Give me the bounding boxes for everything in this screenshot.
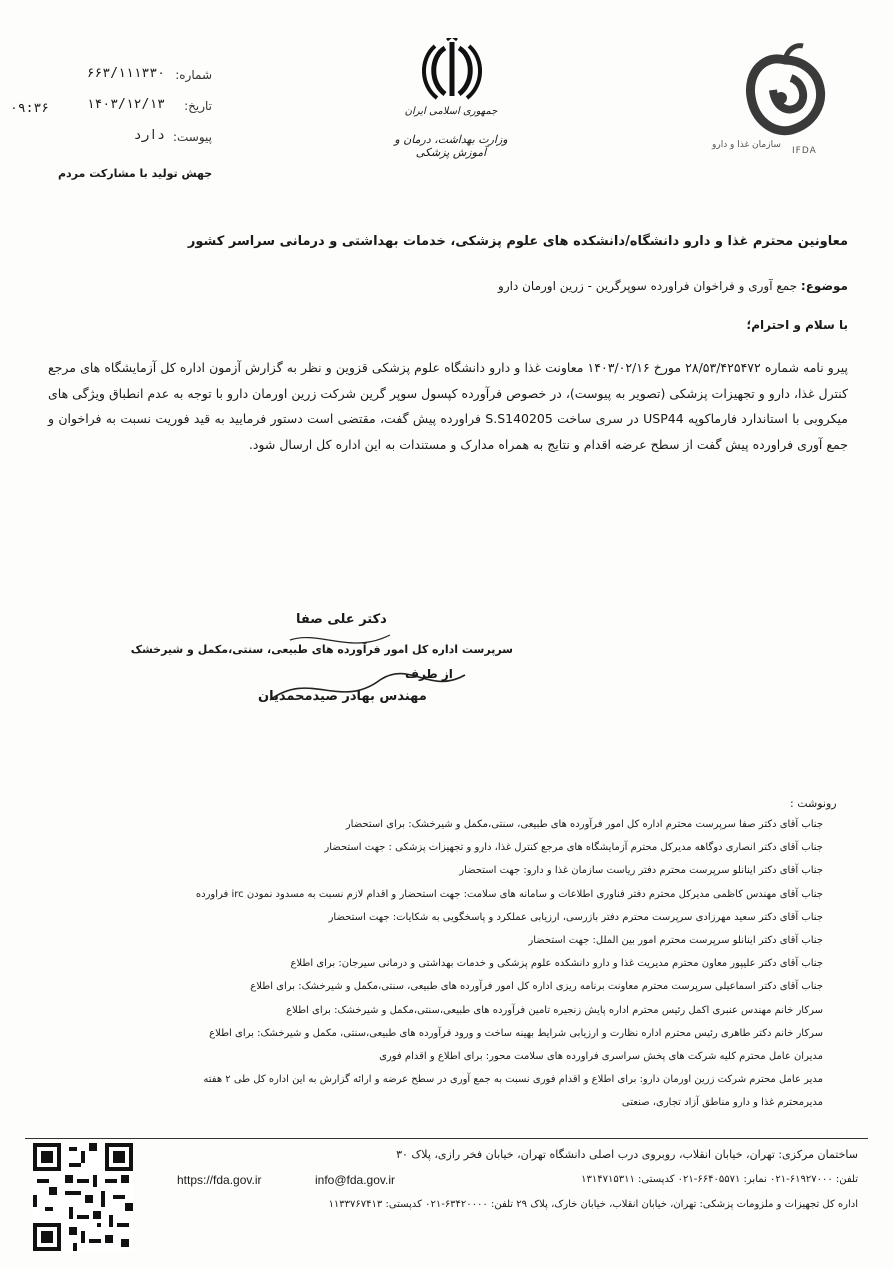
qr-code-icon	[33, 1143, 133, 1251]
subject-line	[498, 279, 848, 293]
recipient: معاونین محترم غذا و دارو دانشگاه/دانشکده های علوم پزشکی، خدمات بهداشتی و درمانی سراسر کشور	[187, 234, 848, 249]
footer-address: ساختمان مرکزی: تهران، خیابان انقلاب، روبروی درب اصلی دانشگاه تهران، خیابان فخر رازی، پلاک ۳۰	[396, 1148, 858, 1161]
signatory-name: دکتر علی صفا	[296, 612, 387, 627]
letter-date: ۱۴۰۳/۱۲/۱۳	[86, 97, 165, 112]
cc-item: مدیرمحترم غذا و دارو مناطق آزاد تجاری، صنعتی	[621, 1097, 823, 1109]
footer-phones: تلفن: ۶۱۹۲۷۰۰۰-۰۲۱ نمابر: ۶۶۴۰۵۵۷۱-۰۲۱ کدپستی: ۱۳۱۴۷۱۵۳۱۱	[581, 1174, 858, 1185]
letter-time: ۰۹:۳۶	[10, 101, 50, 116]
letter-number: ۶۶۳/۱۱۱۳۳۰	[86, 66, 165, 81]
cc-item: جناب آقای دکتر اینانلو سرپرست محترم امور بین الملل: جهت استحضار	[528, 934, 823, 946]
org-abbr: IFDA	[792, 146, 817, 156]
ministry-heading	[376, 106, 526, 159]
cc-item: جناب آقای دکتر سعید مهرزادی سرپرست محترم دفتر بازرسی، ارزیابی عملکرد و پاسخگویی به شکایات: جهت استحضار	[328, 911, 823, 923]
cc-item: سرکار خانم دکتر طاهری رئیس محترم اداره نظارت و ارزیابی شرایط بهینه ساخت و ورود فرآورده های طبیعی،سنتی، مکمل و شیرخشک: برای اطلاع	[209, 1027, 823, 1039]
footer-department: اداره کل تجهیزات و ملزومات پزشکی: تهران، خیابان انقلاب، خیابان خارک، پلاک ۲۹ تلفن: ۶۳۴۲۰۰۰۰-۰۲۱ کدپستی: ۱۱۳۳۷۶۷۴۱۳	[328, 1199, 858, 1210]
slogan: جهش تولید با مشارکت مردم	[58, 167, 213, 180]
body-paragraph: پیرو نامه شماره ۲۸/۵۳/۴۲۵۴۷۲ مورخ ۱۴۰۳/۰۲/۱۶ معاونت غذا و دارو دانشگاه علوم پزشکی قزوین و نظر به گزارش آزمون اداره کل آزمایشگاه های مرجع کنترل غذا، دارو و تجهیزات پزشکی (تصویر به پیوست)، در خصوص فرآورده کپسول سوپر گرین شرکت زرین اورمان دارو با توجه به عدم انطباق ویژگی های میکروبی با استاندارد فارماکوپه USP44 در سری ساخت S.S140205 فراورده پیش گفت، مقتضی است دستور فرمایید به قید فوریت نسبت به فراخوان و جمع آوری فراورده پیش گفت از سطح عرضه اقدام و نتایج به همراه مدارک و مستندات به این اداره کل ارسال شود.	[48, 360, 848, 452]
national-emblem-icon	[417, 38, 487, 104]
subject-label: موضوع:	[800, 279, 848, 293]
number-label: شماره:	[175, 68, 212, 82]
country-name: جمهوری اسلامی ایران	[404, 106, 498, 117]
footer-website-link[interactable]: https://fda.gov.ir	[177, 1173, 262, 1187]
cc-item: جناب آقای دکتر علیپور معاون محترم مدیریت غذا و دارو دانشکده علوم پزشکی و خدمات بهداشتی و درمانی سیرجان: برای اطلاع	[290, 958, 823, 970]
footer-email-link[interactable]: info@fda.gov.ir	[315, 1173, 395, 1187]
signatory-title: سرپرست اداره کل امور فرآورده های طبیعی، سنتی،مکمل و شیرخشک	[130, 643, 513, 656]
cc-list	[93, 813, 823, 1114]
cc-item: جناب آقای مهندس کاظمی مدیرکل محترم دفتر فناوری اطلاعات و سامانه های سلامت: جهت استحضار و اقدام لازم نسبت به مسدود نمودن irc فراورده	[195, 888, 823, 900]
ministry-name: وزارت بهداشت، درمان و آموزش پزشکی	[394, 133, 508, 159]
cc-item: مدیران عامل محترم کلیه شرکت های پخش سراسری فراورده های سلامت محور: برای اطلاع و اقدام فوری	[379, 1050, 823, 1062]
engineer-name: مهندس بهادر صیدمحمدیان	[258, 689, 427, 704]
on-behalf-label: از طرف	[405, 667, 453, 681]
letter-metadata	[40, 68, 220, 161]
subject-text: جمع آوری و فراخوان فراورده سوپرگرین - زرین اورمان دارو	[498, 279, 798, 293]
footer	[25, 1138, 868, 1257]
cc-item: مدیر عامل محترم شرکت زرین اورمان دارو: برای اطلاع و اقدام فوری نسبت به جمع آوری در سطح عرضه و ارائه گزارش به این اداره کل طی ۲ هفته	[203, 1074, 823, 1086]
cc-item: جناب آقای دکتر انصاری دوگاهه مدیرکل محترم آزمایشگاه های مرجع کنترل غذا، دارو و تجهیزات پزشکی : جهت استحضار	[324, 842, 823, 854]
cc-item: جناب آقای دکتر صفا سرپرست محترم اداره کل امور فرآورده های طبیعی، سنتی،مکمل و شیرخشک: برای استحضار	[345, 819, 823, 830]
cc-title: رونوشت :	[790, 797, 837, 810]
cc-item: سرکار خانم مهندس عنبری اکمل رئیس محترم اداره پایش زنجیره تامین فرآورده های طبیعی،سنتی،مکمل و شیرخشک: برای اطلاع	[286, 1004, 823, 1016]
cc-item: جناب آقای دکتر اینانلو سرپرست محترم دفتر ریاست سازمان غذا و دارو: جهت استحضار	[459, 865, 823, 877]
greeting: با سلام و احترام؛	[746, 318, 848, 332]
date-label: تاریخ:	[184, 99, 212, 113]
attachment-value: دارد	[133, 128, 165, 143]
cc-item: جناب آقای دکتر اسماعیلی سرپرست محترم معاونت برنامه ریزی اداره کل امور فرآورده های طبیعی، سنتی،مکمل و شیرخشک: برای اطلاع	[250, 981, 823, 993]
org-caption: سازمان غذا و دارو	[712, 140, 781, 150]
attachment-label: پیوست:	[172, 130, 212, 144]
